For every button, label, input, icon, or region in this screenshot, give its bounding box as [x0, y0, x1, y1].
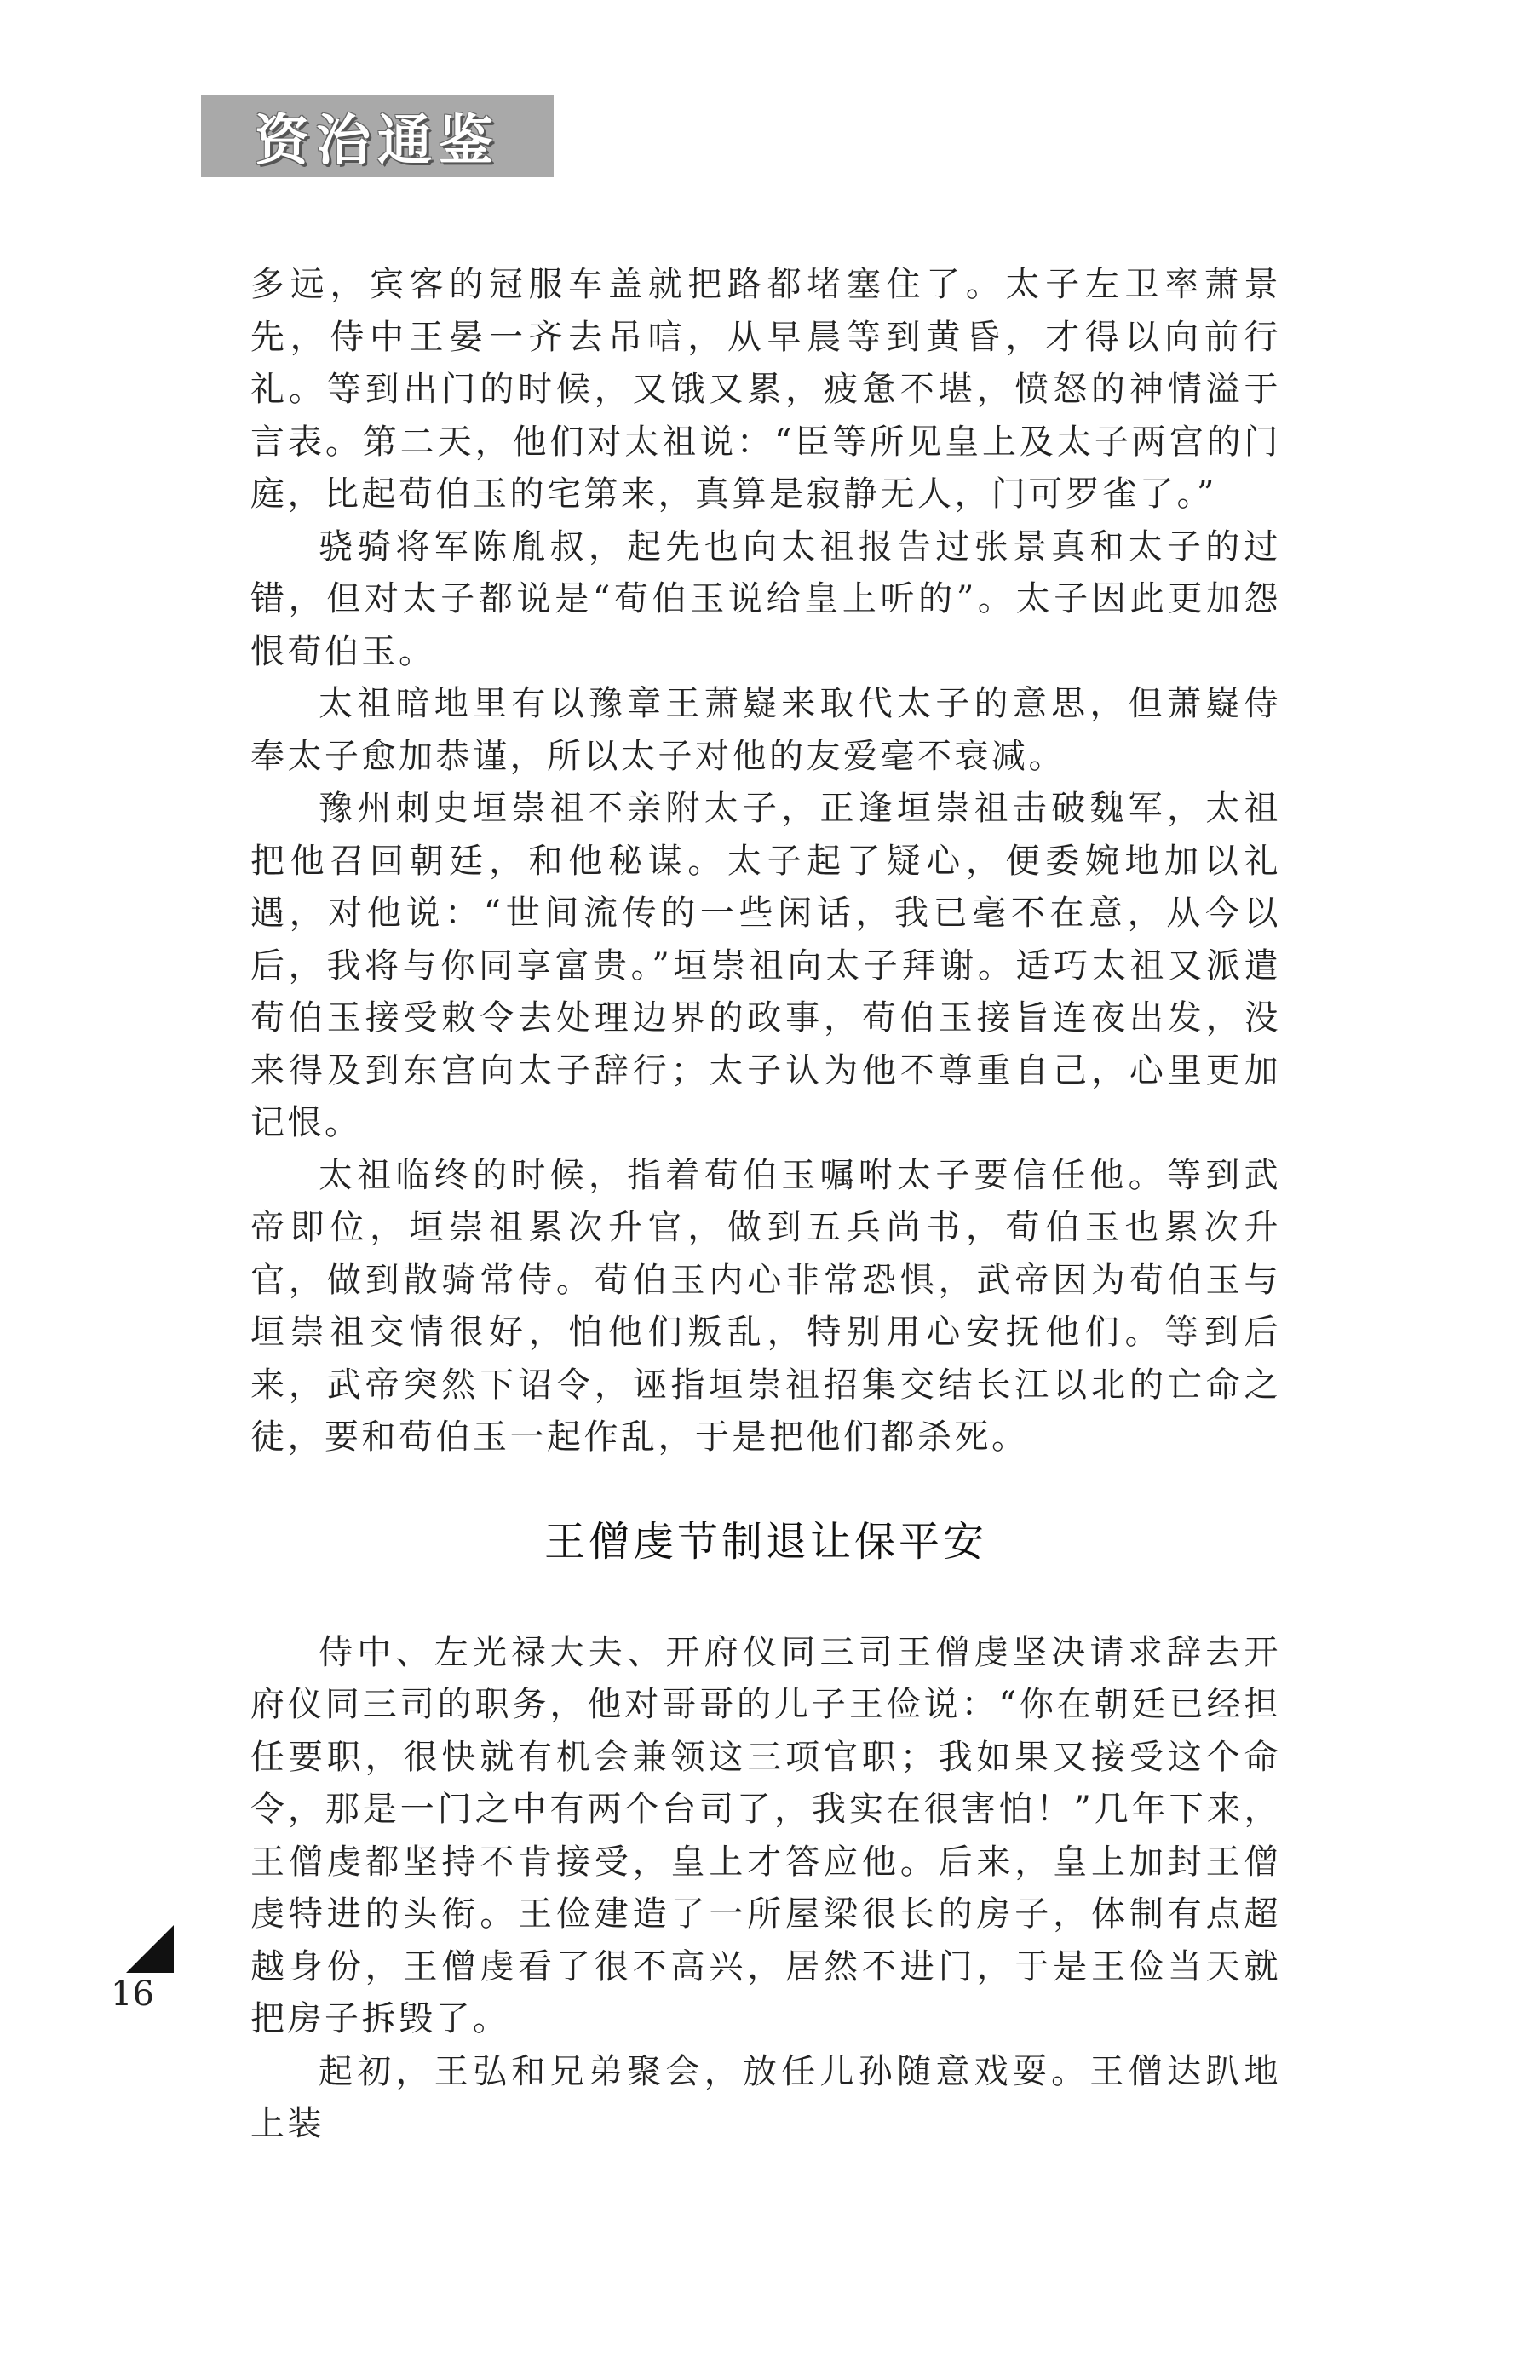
paragraph-4: 豫州刺史垣崇祖不亲附太子，正逢垣崇祖击破魏军，太祖把他召回朝廷，和他秘谋。太子起了疑心，便委婉地加以礼遇，对他说：“世间流传的一些闲话，我已毫不在意，从今以后，我将与你同享富贵。”垣崇祖向太子拜谢。适巧太祖又派遣荀伯玉接受敕令去处理边界的政事，荀伯玉接旨连夜出发，没来得及到东宫向太子辞行；太子认为他不尊重自己，心里更加记恨。: [250, 789, 1281, 1142]
section-title: 王僧虔节制退让保平安: [543, 1517, 987, 1566]
page-corner-triangle: [126, 1925, 174, 1973]
page-number: 16: [111, 1975, 154, 2014]
book-title: 资治通鉴: [255, 110, 500, 173]
paragraph-3: 太祖暗地里有以豫章王萧嶷来取代太子的意思，但萧嶷侍奉太子愈加恭谨，所以太子对他的友爱毫不衰减。: [250, 684, 1281, 776]
paragraph-2: 骁骑将军陈胤叔，起先也向太祖报告过张景真和太子的过错，但对太子都说是“荀伯玉说给皇上听的”。太子因此更加怨恨荀伯玉。: [250, 526, 1281, 671]
page-body: [250, 259, 1281, 2151]
paragraph-5: 太祖临终的时候，指着荀伯玉嘱咐太子要信任他。等到武帝即位，垣崇祖累次升官，做到五兵尚书，荀伯玉也累次升官，做到散骑常侍。荀伯玉内心非常恐惧，武帝因为荀伯玉与垣崇祖交情很好，怕他们叛乱，特别用心安抚他们。等到后来，武帝突然下诏令，诬指垣崇祖招集交结长江以北的亡命之徒，要和荀伯玉一起作乱，于是把他们都杀死。: [250, 1155, 1281, 1457]
paragraph-7: 起初，王弘和兄弟聚会，放任儿孙随意戏耍。王僧达趴地上装: [250, 2051, 1281, 2143]
paragraph-6: 侍中、左光禄大夫、开府仪同三司王僧虔坚决请求辞去开府仪同三司的职务，他对哥哥的儿子王俭说：“你在朝廷已经担任要职，很快就有机会兼领这三项官职；我如果又接受这个命令，那是一门之中有两个台司了，我实在很害怕！”几年下来，王僧虔都坚持不肯接受，皇上才答应他。后来，皇上加封王僧虔特进的头衔。王俭建造了一所屋梁很长的房子，体制有点超越身份，王僧虔看了很不高兴，居然不进门，于是王俭当天就把房子拆毁了。: [250, 1632, 1281, 2038]
book-title-banner: [201, 95, 554, 177]
paragraph-1: 多远，宾客的冠服车盖就把路都堵塞住了。太子左卫率萧景先，侍中王晏一齐去吊唁，从早晨等到黄昏，才得以向前行礼。等到出门的时候，又饿又累，疲惫不堪，愤怒的神情溢于言表。第二天，他们对太祖说：“臣等所见皇上及太子两宫的门庭，比起荀伯玉的宅第来，真算是寂静无人，门可罗雀了。”: [250, 265, 1281, 514]
